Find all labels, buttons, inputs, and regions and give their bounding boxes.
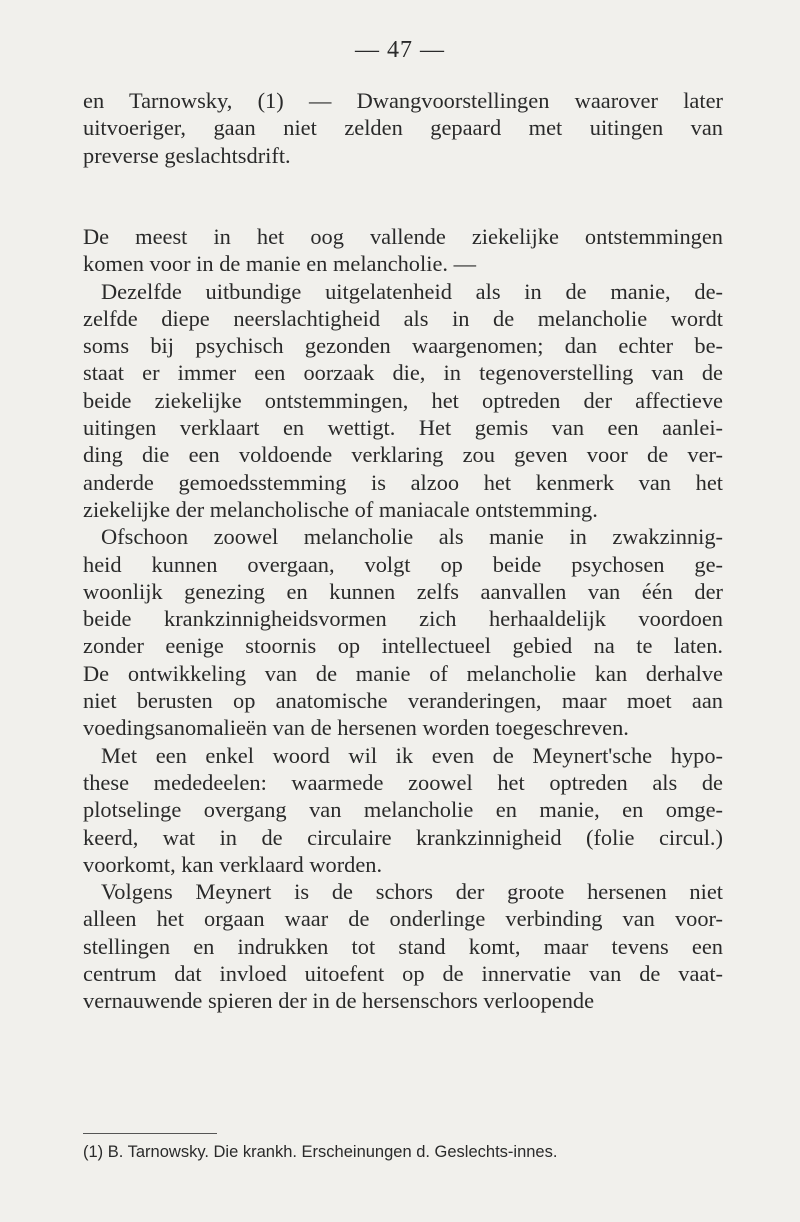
text-line: De meest in het oog vallende ziekelijke ontstemmingen	[83, 224, 723, 249]
text-line: Dezelfde uitbundige uitgelatenheid als in de manie, de-	[101, 278, 723, 304]
text-line: preverse geslachtsdrift.	[83, 142, 291, 168]
text-line: alleen het orgaan waar de onderlinge verbinding van voor-	[83, 906, 723, 932]
text-line: zelfde diepe neerslachtigheid als in de melancholie wordt	[83, 305, 723, 331]
text-line: De ontwikkeling van de manie of melancholie kan derhalve	[83, 660, 723, 686]
text-line: Ofschoon zoowel melancholie als manie in zwakzinnig-	[101, 524, 723, 550]
text-line: Volgens Meynert is de schors der groote hersenen niet	[101, 879, 723, 905]
text-line: uitingen verklaart en wettigt. Het gemis van een aanlei-	[83, 415, 723, 441]
text-line: beide ziekelijke ontstemmingen, het optreden der affectieve	[83, 387, 723, 413]
text-line: zonder eenige stoornis op intellectueel gebied na te laten.	[83, 633, 723, 659]
footnote-divider	[83, 1133, 217, 1134]
page-number: — 47 —	[355, 37, 445, 63]
text-line: staat er immer een oorzaak die, in tegenoverstelling van de	[83, 360, 723, 386]
text-line: anderde gemoedsstemming is alzoo het kenmerk van het	[83, 469, 723, 495]
text-line: stellingen en indrukken tot stand komt, maar tevens een	[83, 933, 723, 959]
text-line: vernauwende spieren der in de hersenschors verloopende	[83, 988, 595, 1014]
text-line: ding die een voldoende verklaring zou geven voor de ver-	[83, 442, 723, 468]
text-line: en Tarnowsky, (1) — Dwangvoorstellingen waarover later	[83, 88, 723, 113]
text-line: woonlijk genezing en kunnen zelfs aanvallen van één der	[83, 578, 723, 604]
text-line: komen voor in de manie en melancholie. —	[83, 251, 476, 277]
text-line: centrum dat invloed uitoefent op de innervatie van de vaat-	[83, 961, 723, 987]
text-line: heid kunnen overgaan, volgt op beide psychosen ge-	[83, 551, 723, 577]
footnote: (1) B. Tarnowsky. Die krankh. Erscheinungen d. Geslechts-innes.	[83, 1143, 558, 1161]
text-line: voedingsanomalieën van de hersenen worden toegeschreven.	[83, 715, 629, 741]
text-line: keerd, wat in de circulaire krankzinnigheid (folie circul.)	[83, 824, 723, 850]
text-line: beide krankzinnigheidsvormen zich herhaaldelijk voordoen	[83, 606, 723, 632]
text-line: soms bij psychisch gezonden waargenomen; dan echter be-	[83, 333, 723, 359]
text-line: niet berusten op anatomische veranderingen, maar moet aan	[83, 688, 723, 714]
text-line: voorkomt, kan verklaard worden.	[83, 851, 383, 877]
text-line: plotselinge overgang van melancholie en manie, en omge-	[83, 797, 723, 823]
text-line: Met een enkel woord wil ik even de Meynert'sche hypo-	[101, 742, 723, 768]
text-line: ziekelijke der melancholische of maniacale ontstemming.	[83, 496, 598, 522]
body-text	[83, 223, 723, 1015]
text-line: uitvoeriger, gaan niet zelden gepaard met uitingen van	[83, 115, 723, 141]
text-line: these mededeelen: waarmede zoowel het optreden als de	[83, 769, 723, 795]
paragraph-continuation	[83, 87, 723, 169]
